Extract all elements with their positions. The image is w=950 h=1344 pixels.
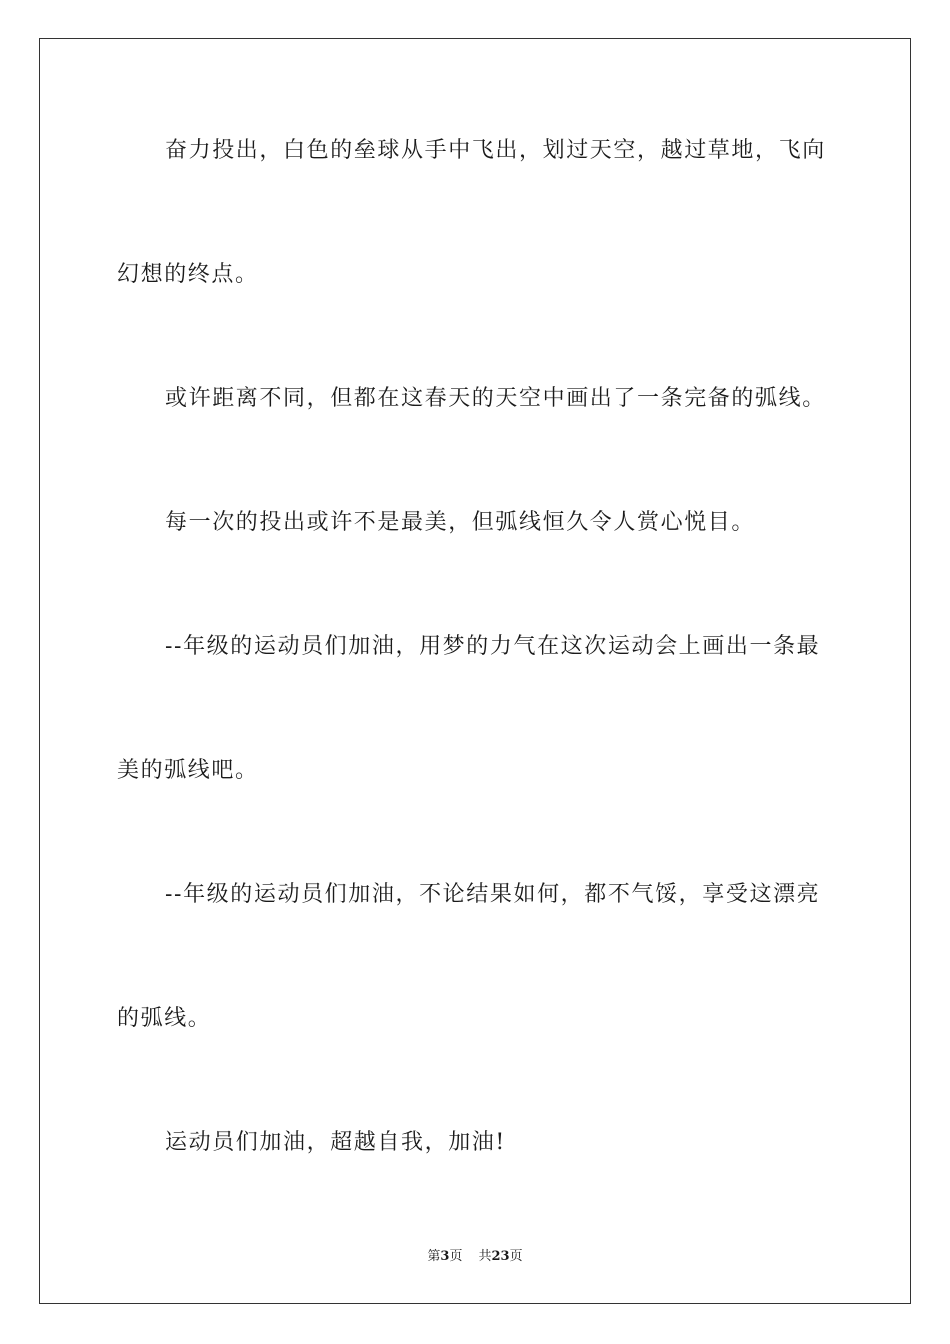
paragraph-line: 或许距离不同，但都在这春天的天空中画出了一条完备的弧线。 [165,386,826,411]
paragraph-line: 幻想的终点。 [117,262,259,287]
paragraph-line: 美的弧线吧。 [117,758,259,783]
paragraph-line: 每一次的投出或许不是最美，但弧线恒久令人赏心悦目。 [165,510,756,535]
paragraph-line: 运动员们加油，超越自我，加油! [165,1130,506,1155]
footer-total-suffix: 页 [509,1249,523,1264]
current-page-number: 3 [440,1249,450,1264]
paragraph-line: --年级的运动员们加油，不论结果如何，都不气馁，享受这漂亮 [165,882,821,907]
footer-prefix: 第 [427,1249,441,1264]
page-border [39,38,911,1304]
paragraph-line: 的弧线。 [117,1006,212,1031]
page-footer [0,1248,950,1266]
footer-total-prefix: 共 [478,1249,492,1264]
total-pages-number: 23 [491,1249,510,1264]
paragraph-line: --年级的运动员们加油，用梦的力气在这次运动会上画出一条最 [165,634,821,659]
footer-page-suffix: 页 [449,1249,463,1264]
paragraph-line: 奋力投出，白色的垒球从手中飞出，划过天空，越过草地，飞向 [165,138,826,163]
